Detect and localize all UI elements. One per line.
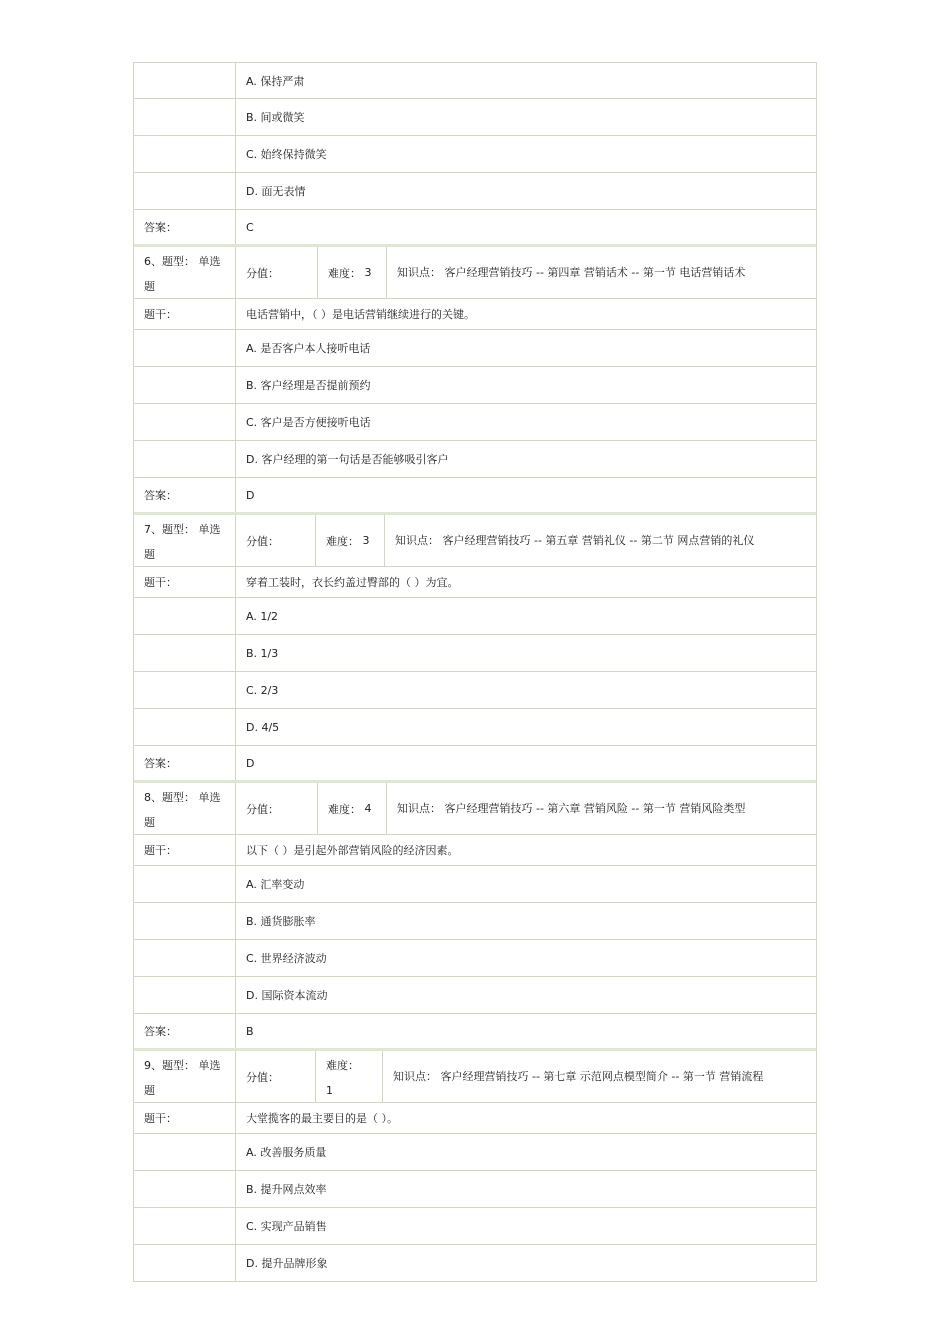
option-row bbox=[133, 903, 817, 940]
stem-row bbox=[133, 1103, 817, 1134]
knowledge-point: 知识点： 客户经理营销技巧 -- 第七章 示范网点模型简介 -- 第一节 营销流程 bbox=[393, 1070, 764, 1083]
option-row bbox=[133, 940, 817, 977]
option-text: D. 提升品牌形象 bbox=[246, 1257, 328, 1270]
option-row bbox=[133, 136, 817, 173]
stem-label: 题干： bbox=[134, 567, 236, 597]
option-text: A. 改善服务质量 bbox=[246, 1146, 327, 1159]
question-type: 9、题型： 单选题 bbox=[134, 1051, 236, 1102]
answer-label: 答案： bbox=[134, 210, 236, 244]
option-text: A. 是否客户本人接听电话 bbox=[246, 342, 371, 355]
score-label: 分值： bbox=[236, 1051, 316, 1102]
question-header-row bbox=[133, 247, 817, 299]
option-row bbox=[133, 99, 817, 136]
stem-row bbox=[133, 835, 817, 866]
option-text: D. 客户经理的第一句话是否能够吸引客户 bbox=[246, 453, 449, 466]
option-row bbox=[133, 330, 817, 367]
option-text: C. 2/3 bbox=[246, 683, 279, 697]
option-text: B. 通货膨胀率 bbox=[246, 915, 316, 928]
option-text: C. 客户是否方便接听电话 bbox=[246, 416, 371, 429]
question-header-row bbox=[133, 515, 817, 567]
question-type: 7、题型： 单选题 bbox=[134, 515, 236, 566]
score-label: 分值： bbox=[236, 783, 318, 834]
option-row bbox=[133, 1134, 817, 1171]
question-type: 6、题型： 单选题 bbox=[134, 247, 236, 298]
stem-row bbox=[133, 567, 817, 598]
answer-row bbox=[133, 478, 817, 515]
option-text: C. 始终保持微笑 bbox=[246, 148, 327, 161]
option-text: C. 世界经济波动 bbox=[246, 952, 327, 965]
stem-text: 大堂揽客的最主要目的是（ ）。 bbox=[246, 1112, 398, 1125]
answer-value: C bbox=[246, 220, 254, 234]
option-row bbox=[133, 672, 817, 709]
stem-text: 穿着工装时，衣长约盖过臀部的（ ）为宜。 bbox=[246, 576, 459, 589]
question-header-row bbox=[133, 1051, 817, 1103]
score-label: 分值： bbox=[236, 247, 318, 298]
knowledge-point: 知识点： 客户经理营销技巧 -- 第四章 营销话术 -- 第一节 电话营销话术 bbox=[397, 266, 746, 279]
option-row bbox=[133, 1171, 817, 1208]
answer-value: D bbox=[246, 488, 255, 502]
option-row bbox=[133, 441, 817, 478]
answer-value: D bbox=[246, 756, 255, 770]
stem-label: 题干： bbox=[134, 299, 236, 329]
answer-row bbox=[133, 746, 817, 783]
stem-row bbox=[133, 299, 817, 330]
option-text: B. 客户经理是否提前预约 bbox=[246, 379, 371, 392]
answer-row bbox=[133, 1014, 817, 1051]
option-row bbox=[133, 709, 817, 746]
answer-label: 答案： bbox=[134, 746, 236, 780]
option-row bbox=[133, 367, 817, 404]
question-header-row bbox=[133, 783, 817, 835]
answer-row bbox=[133, 210, 817, 247]
answer-label: 答案： bbox=[134, 1014, 236, 1048]
knowledge-point: 知识点： 客户经理营销技巧 -- 第六章 营销风险 -- 第一节 营销风险类型 bbox=[397, 802, 746, 815]
option-row bbox=[133, 977, 817, 1014]
answer-value: B bbox=[246, 1024, 254, 1038]
stem-text: 以下（ ）是引起外部营销风险的经济因素。 bbox=[246, 844, 459, 857]
option-row bbox=[133, 173, 817, 210]
option-text: B. 1/3 bbox=[246, 646, 279, 660]
option-row bbox=[133, 866, 817, 903]
difficulty: 难度： 3 bbox=[318, 247, 387, 298]
question-sheet bbox=[133, 62, 817, 1282]
option-text: B. 提升网点效率 bbox=[246, 1183, 327, 1196]
option-text: D. 4/5 bbox=[246, 720, 280, 734]
option-text: A. 汇率变动 bbox=[246, 878, 305, 891]
option-text: D. 国际资本流动 bbox=[246, 989, 328, 1002]
difficulty: 难度： 3 bbox=[316, 515, 385, 566]
stem-text: 电话营销中，（ ）是电话营销继续进行的关键。 bbox=[246, 308, 475, 321]
difficulty: 难度： 1 bbox=[316, 1051, 383, 1102]
option-text: C. 实现产品销售 bbox=[246, 1220, 327, 1233]
difficulty: 难度： 4 bbox=[318, 783, 387, 834]
knowledge-point: 知识点： 客户经理营销技巧 -- 第五章 营销礼仪 -- 第二节 网点营销的礼仪 bbox=[395, 534, 755, 547]
question-type: 8、题型： 单选题 bbox=[134, 783, 236, 834]
answer-label: 答案： bbox=[134, 478, 236, 512]
option-row bbox=[133, 62, 817, 99]
option-row bbox=[133, 404, 817, 441]
option-text: D. 面无表情 bbox=[246, 185, 306, 198]
option-row bbox=[133, 635, 817, 672]
option-row bbox=[133, 1208, 817, 1245]
option-text: B. 间或微笑 bbox=[246, 111, 305, 124]
stem-label: 题干： bbox=[134, 835, 236, 865]
option-row bbox=[133, 1245, 817, 1282]
option-row bbox=[133, 598, 817, 635]
stem-label: 题干： bbox=[134, 1103, 236, 1133]
score-label: 分值： bbox=[236, 515, 316, 566]
option-text: A. 保持严肃 bbox=[246, 74, 305, 88]
option-text: A. 1/2 bbox=[246, 609, 279, 623]
